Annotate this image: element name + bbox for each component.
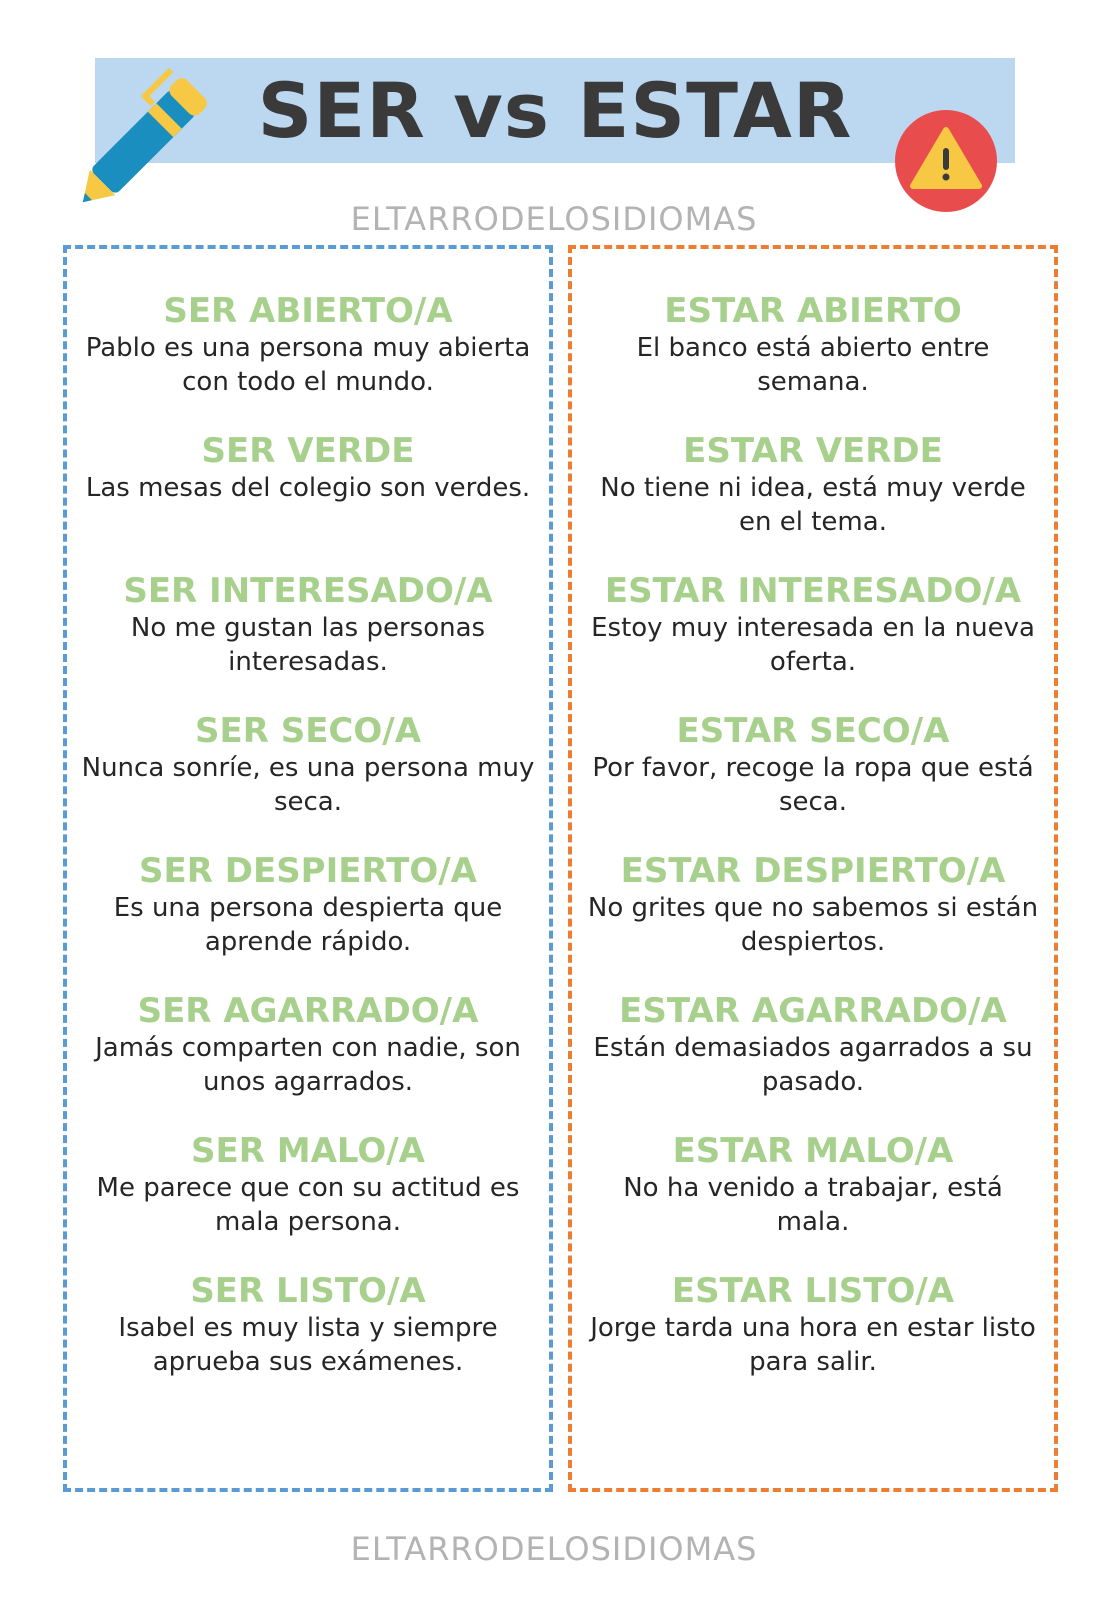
ser-entry	[67, 711, 549, 819]
estar-heading: ESTAR SECO/A	[676, 711, 950, 751]
estar-heading: ESTAR INTERESADO/A	[604, 571, 1022, 611]
estar-example: No tiene ni idea, está muy verde en el tema.	[600, 473, 1026, 537]
ser-example: Me parece que con su actitud es mala persona.	[96, 1173, 520, 1237]
estar-entry	[572, 1131, 1054, 1239]
estar-heading: ESTAR ABIERTO	[664, 291, 962, 331]
page-title: SER vs ESTAR	[257, 66, 853, 155]
estar-entry	[572, 1271, 1054, 1379]
ser-example: Pablo es una persona muy abierta con todo el mundo.	[85, 333, 531, 397]
estar-heading: ESTAR LISTO/A	[671, 1271, 955, 1311]
ser-heading: SER MALO/A	[191, 1131, 425, 1171]
estar-example: No ha venido a trabajar, está mala.	[623, 1173, 1003, 1237]
estar-heading: ESTAR DESPIERTO/A	[620, 851, 1006, 891]
ser-entry	[67, 571, 549, 679]
estar-example: Por favor, recoge la ropa que está seca.	[592, 753, 1034, 817]
ser-heading: SER SECO/A	[194, 711, 422, 751]
ser-entry	[67, 431, 549, 505]
estar-heading: ESTAR VERDE	[683, 431, 943, 471]
estar-entry	[572, 851, 1054, 959]
estar-example: Estoy muy interesada en la nueva oferta.	[591, 613, 1035, 677]
ser-example: No me gustan las personas interesadas.	[130, 613, 486, 677]
estar-entry	[572, 291, 1054, 399]
ser-heading: SER AGARRADO/A	[137, 991, 479, 1031]
estar-entry	[572, 431, 1054, 539]
estar-entry	[572, 991, 1054, 1099]
ser-entry	[67, 1271, 549, 1379]
ser-heading: SER DESPIERTO/A	[139, 851, 477, 891]
ser-example: Nunca sonríe, es una persona muy seca.	[81, 753, 535, 817]
ser-entry	[67, 851, 549, 959]
estar-heading: ESTAR MALO/A	[672, 1131, 954, 1171]
ser-column	[63, 245, 553, 1492]
ser-heading: SER VERDE	[201, 431, 415, 471]
ser-heading: SER ABIERTO/A	[163, 291, 453, 331]
warning-icon	[893, 108, 999, 214]
estar-entry	[572, 571, 1054, 679]
estar-column	[568, 245, 1058, 1492]
ser-heading: SER LISTO/A	[190, 1271, 426, 1311]
ser-entry	[67, 291, 549, 399]
brand-watermark-bottom: ELTARRODELOSIDIOMAS	[350, 1530, 758, 1568]
ser-heading: SER INTERESADO/A	[123, 571, 493, 611]
ser-entry	[67, 1131, 549, 1239]
estar-example: Están demasiados agarrados a su pasado.	[593, 1033, 1033, 1097]
ser-example: Es una persona despierta que aprende rápido.	[113, 893, 503, 957]
estar-example: No grites que no sabemos si están despiertos.	[587, 893, 1039, 957]
estar-example: Jorge tarda una hora en estar listo para salir.	[590, 1313, 1036, 1377]
ser-example: Isabel es muy lista y siempre aprueba sus exámenes.	[118, 1313, 498, 1377]
estar-example: El banco está abierto entre semana.	[636, 333, 990, 397]
brand-watermark-top: ELTARRODELOSIDIOMAS	[350, 200, 758, 238]
estar-entry	[572, 711, 1054, 819]
ser-entry	[67, 991, 549, 1099]
estar-heading: ESTAR AGARRADO/A	[619, 991, 1007, 1031]
ser-example: Las mesas del colegio son verdes.	[85, 473, 531, 503]
ser-example: Jamás comparten con nadie, son unos agarrados.	[95, 1033, 521, 1097]
